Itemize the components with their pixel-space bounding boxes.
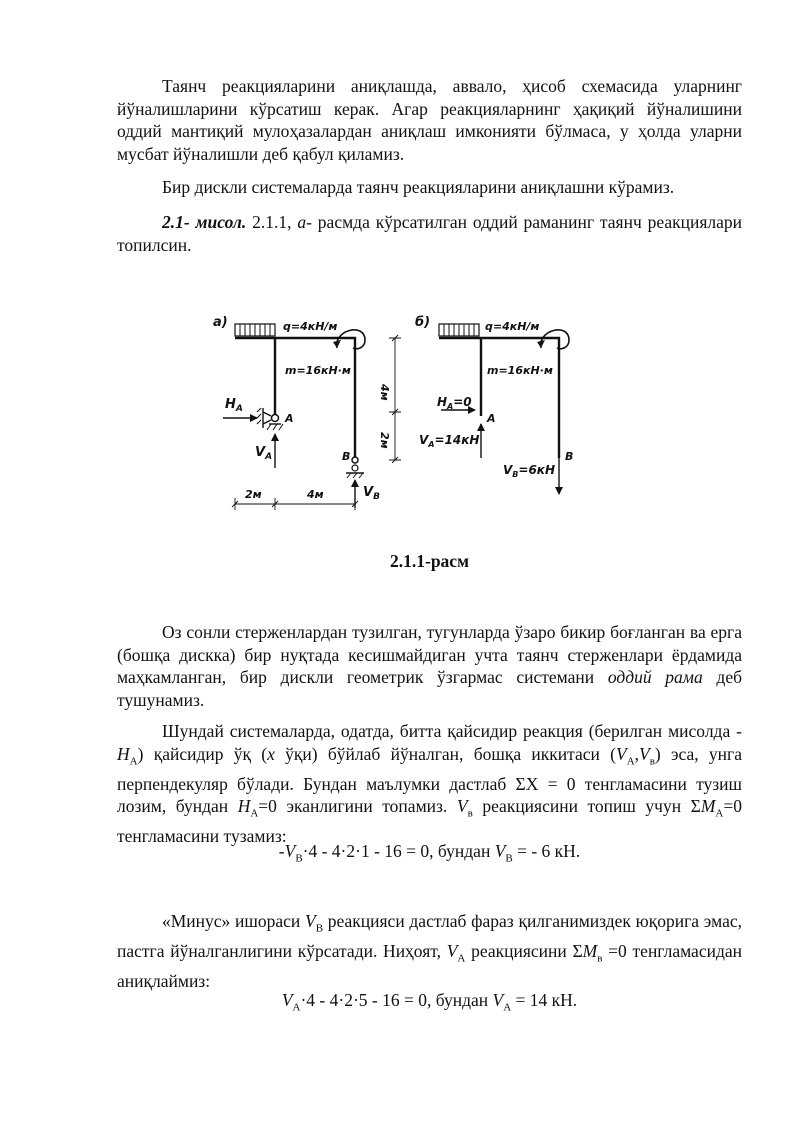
example-figure-letter: а <box>297 212 307 232</box>
example-figure-ref: 2.1.1, <box>246 212 298 232</box>
example-task-text: - расмда кўрсатилган оддий раманинг таянч реакциялари топилсин. <box>117 212 742 255</box>
eq2-v2: V <box>492 990 504 1010</box>
minus-text-1: «Минус» ишораси <box>162 911 305 931</box>
eqintro-text-2: ) қайсидир ўқ ( <box>137 743 268 764</box>
node-b-label: B <box>342 450 351 463</box>
load-label-b: q=4кН/м <box>485 320 540 333</box>
paragraph-simple-frame-definition <box>117 621 742 711</box>
moment-label-a: m=16кН·м <box>285 364 351 377</box>
eqintro-vb2-sub: в <box>467 807 473 820</box>
eqintro-text-7: =0 тенгламасини тузамиз: <box>117 796 742 847</box>
eqintro-ha-sub: A <box>129 755 138 768</box>
dim-2m-vertical: 2м <box>378 432 391 449</box>
minus-vb-sub: B <box>315 922 324 935</box>
eqintro-ha2: H <box>237 796 251 817</box>
dim-4m-vertical: 4м <box>378 384 391 401</box>
eqintro-comma: , <box>634 743 640 764</box>
eq1-pre: - <box>278 841 285 861</box>
eqintro-x: x <box>267 743 275 764</box>
eq2-sub: A <box>292 1001 301 1014</box>
eq1-v2: V <box>494 841 506 861</box>
moment-label-b: m=16кН·м <box>487 364 553 377</box>
eq2-sub2: A <box>503 1001 512 1014</box>
vb-label: $V_B$ <box>363 485 380 502</box>
equation-va <box>117 989 742 1019</box>
minus-m-sub: в <box>597 952 603 965</box>
eqintro-text-3: ўқи) бўйлаб йўналган, бошқа иккитаси ( <box>274 743 616 764</box>
eq1-v: V <box>284 841 296 861</box>
minus-m: M <box>582 941 598 962</box>
panel-b <box>415 315 573 494</box>
equation-vb <box>117 840 742 870</box>
eq1-mid: ·4 - 4·2·1 - 16 = 0, бундан <box>302 841 495 861</box>
eqintro-text-4: ) эса, унга перпендекуляр бўлади. Бундан маълумки дастлаб ΣX = 0 тенгламасини тузиш лозим, бундан <box>117 743 742 817</box>
b-node-a-label: A <box>487 412 496 425</box>
dim-4m-horizontal: 4м <box>307 488 324 501</box>
frame-members-a <box>235 338 355 460</box>
b-node-b-label: B <box>565 450 574 463</box>
minus-text-2: реакцияси дастлаб фараз қилганимиздек юқорига эмас, пастга йўналганлигини кўрсатади. Ниҳоят, <box>117 911 742 962</box>
eqintro-text-6: реакциясини топиш учун Σ <box>472 796 701 817</box>
dim-2m-horizontal: 2м <box>245 488 262 501</box>
minus-va-sub: A <box>457 952 466 965</box>
ha-label: $H_A$ <box>225 397 243 414</box>
frame-diagram <box>205 308 605 518</box>
panel-a <box>213 315 401 510</box>
minus-va: V <box>446 941 458 962</box>
load-label-a: q=4кН/м <box>283 320 338 333</box>
node-a-label: A <box>285 412 294 425</box>
moment-arc-a <box>337 330 365 349</box>
distributed-load-a <box>235 324 275 336</box>
eqintro-va-sub: A <box>626 755 635 768</box>
eq1-sub: B <box>295 852 303 865</box>
simple-frame-tail: деб тушунамиз. <box>117 667 742 710</box>
panel-a-label: а) <box>213 315 228 330</box>
eq2-v: V <box>281 990 293 1010</box>
b-ha-label: $H_A=0$ <box>437 395 472 411</box>
eqintro-ma: M <box>700 796 716 817</box>
panel-b-label: б) <box>415 315 431 330</box>
eqintro-vb-sub: в <box>649 755 655 768</box>
paragraph-minus-sign <box>117 910 742 993</box>
paragraph-example-2-1 <box>117 211 742 256</box>
simple-frame-term: оддий рама <box>607 667 703 688</box>
example-label: 2.1- мисол. <box>162 212 247 232</box>
eq1-sub2: B <box>505 852 513 865</box>
distributed-load-b <box>439 324 479 336</box>
eq2-mid: ·4 - 4·2·5 - 16 = 0, бундан <box>300 990 493 1010</box>
pin-support-a <box>257 408 283 430</box>
simple-frame-text: Оз сонли стерженлардан тузилган, тугунларда ўзаро бикир боғланган ва ерга (бошқа дискка) бир нуқтада кесишмайдиган учта таянч стерженлари ёрдамида маҳкамланган, бир дискли геометрик ўзгармас системани <box>117 622 742 688</box>
b-vb-label: $V_B=6кН$ <box>503 463 555 479</box>
va-label: $V_A$ <box>255 445 273 462</box>
minus-text-4: =0 тенгламасидан аниқлаймиз: <box>117 941 742 992</box>
eq2-post: = 14 кН. <box>511 990 578 1010</box>
paragraph-equations-intro <box>117 720 742 848</box>
paragraph-reaction-directions: Таянч реакцияларини аниқлашда, аввало, ҳисоб схемасида уларнинг йўналишларини кўрсатиш керак. Агар реакцияларнинг ҳақиқий йўналишини оддий мантиқий мулоҳазалардан аниқлаш имконияти бўлмаса, у ҳолда уларни мусбат йўналишли деб қабул қиламиз. <box>117 76 742 164</box>
eqintro-vb2: V <box>456 796 468 817</box>
eq1-post: = - 6 кН. <box>512 841 581 861</box>
figure-caption: 2.1.1-расм <box>390 551 469 571</box>
paragraph-single-disk-intro: Бир дискли системаларда таянч реакцияларини аниқлашни кўрамиз. <box>162 177 675 197</box>
eqintro-ma-sub: A <box>715 807 724 820</box>
moment-arc-b <box>541 330 569 349</box>
eqintro-text-5: =0 эканлигини топамиз. <box>258 796 457 817</box>
minus-text-3: реакциясини Σ <box>465 941 583 962</box>
b-va-label: $V_A=14кН$ <box>419 433 480 449</box>
minus-vb: V <box>305 911 316 931</box>
eqintro-vb: V <box>639 743 650 764</box>
eqintro-ha2-sub: A <box>250 807 259 820</box>
eqintro-text-1: Шундай системаларда, одатда, битта қайсидир реакция (берилган мисолда - <box>162 721 742 741</box>
eqintro-ha: H <box>117 743 130 764</box>
eqintro-va: V <box>615 743 627 764</box>
